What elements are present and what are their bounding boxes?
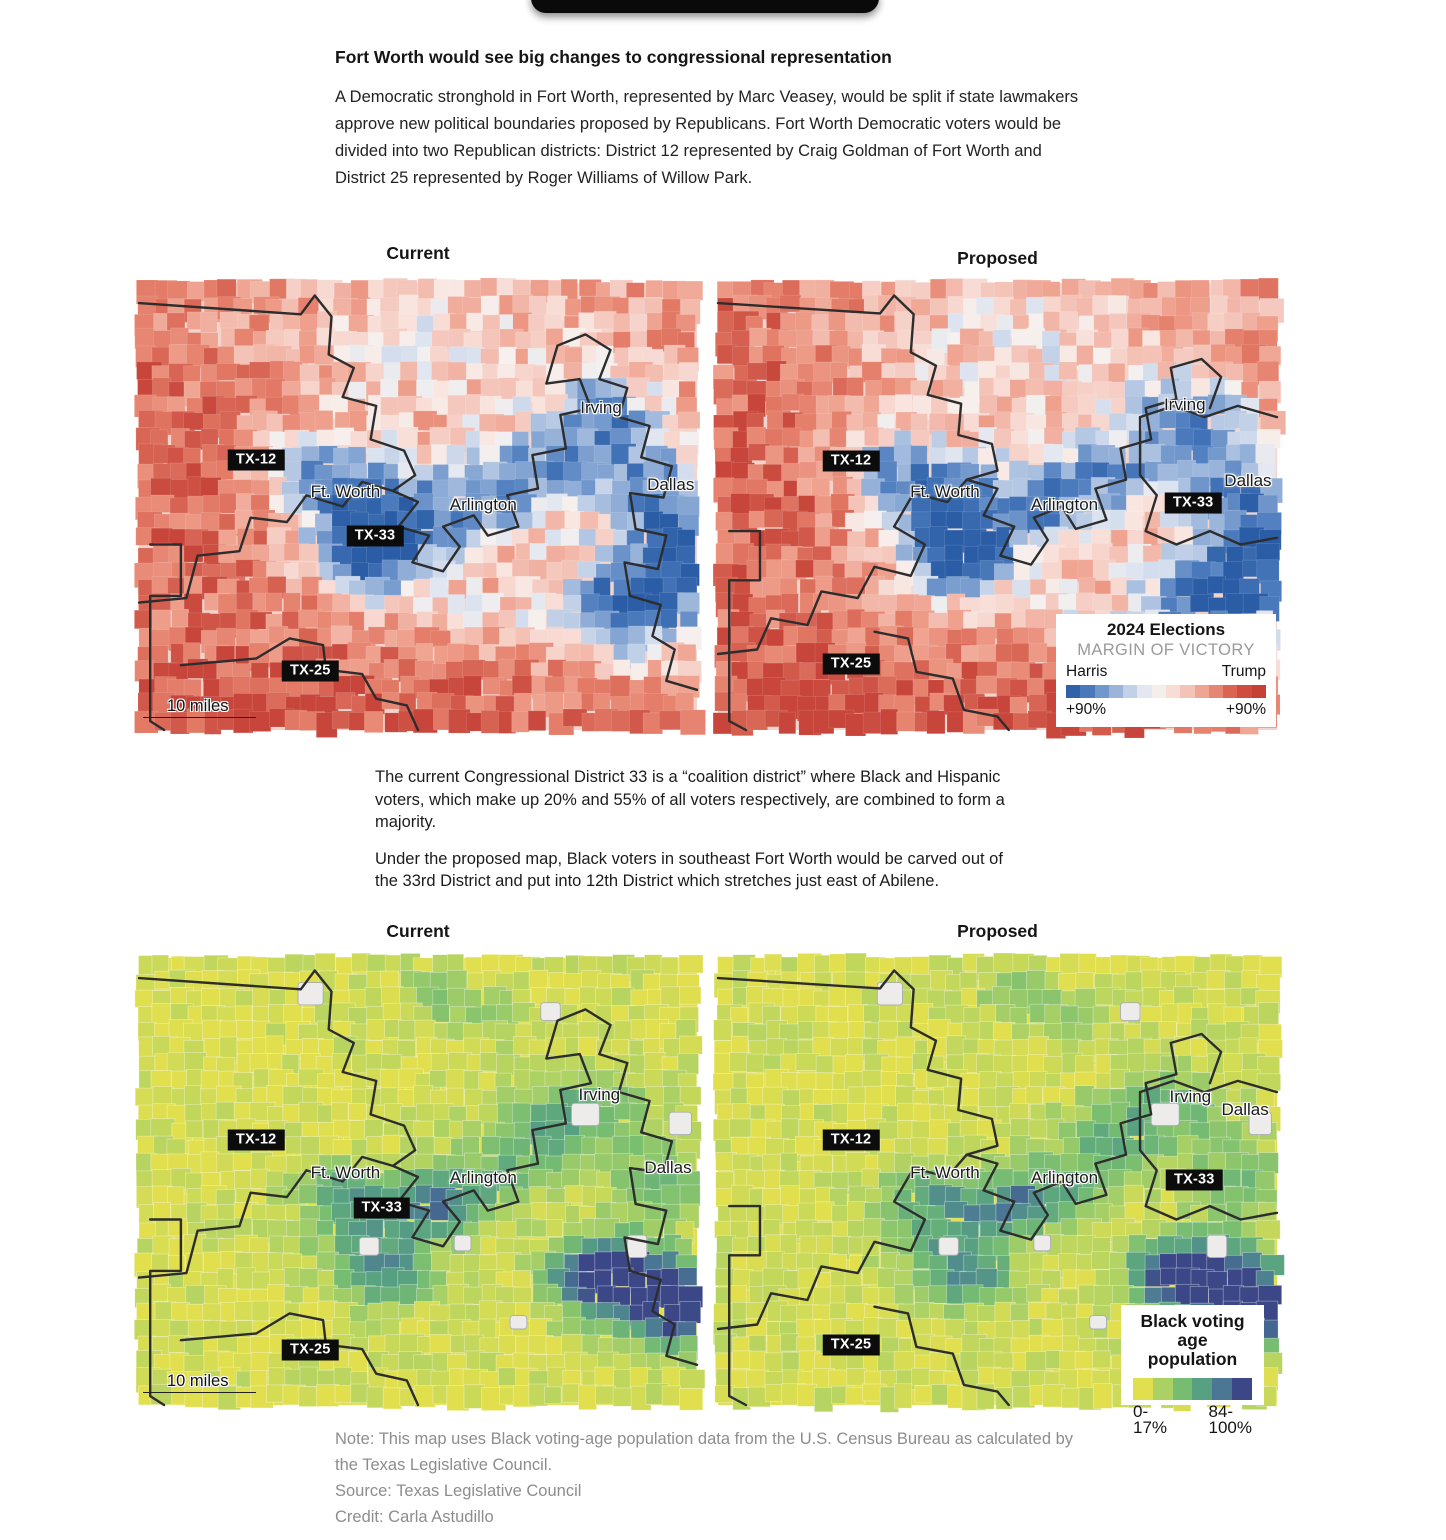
map-title-proposed-election: Proposed	[957, 248, 1038, 268]
legend-title: Black voting age population	[1140, 1311, 1245, 1369]
note-line: Note: This map uses Black voting-age population data from the U.S. Census Bureau as calculated by the Texas Legislative Council.	[335, 1430, 1074, 1474]
credit-line: Credit: Carla Astudillo	[335, 1508, 494, 1526]
footer-note	[335, 1426, 1075, 1530]
map-byp-current[interactable]	[139, 958, 697, 1405]
byp-legend	[1121, 1305, 1264, 1438]
district-label-tx-25: TX-25	[823, 653, 880, 674]
legend-left-candidate: Harris	[1066, 663, 1108, 680]
margin-color-scale	[1066, 685, 1266, 698]
legend-min-label: 0- 17%	[1133, 1401, 1168, 1438]
scale-label: 10 miles	[167, 1372, 229, 1390]
middle-paragraph-2: Under the proposed map, Black voters in southeast Fort Worth would be carved out of the 33rd District and put into 12th District which stretches just east of Abilene.	[375, 849, 1003, 890]
city-label-irving: Irving	[580, 397, 622, 417]
scale-line	[143, 717, 256, 718]
legend-subtitle: MARGIN OF VICTORY	[1077, 641, 1255, 659]
scale-line	[143, 1392, 256, 1393]
legend-right-candidate: Trump	[1221, 663, 1266, 680]
source-line: Source: Texas Legislative Council	[335, 1482, 582, 1500]
legend-max-label: 84- 100%	[1208, 1401, 1252, 1438]
legend-left-extreme: +90%	[1066, 701, 1107, 718]
map-title-proposed-byp: Proposed	[957, 921, 1038, 941]
scale-bar	[143, 1372, 259, 1393]
map-byp-proposed[interactable]	[718, 958, 1277, 1438]
map-title-current-election: Current	[386, 243, 450, 263]
city-label-ft-worth: Ft. Worth	[310, 482, 381, 502]
article-middle-text	[375, 766, 1020, 907]
city-label-arlington: Arlington	[449, 1167, 517, 1187]
top-toggle-pill[interactable]	[531, 0, 879, 13]
city-label-ft-worth: Ft. Worth	[910, 1163, 980, 1182]
district-label-tx-12: TX-12	[823, 1129, 880, 1150]
middle-paragraph-1: The current Congressional District 33 is a “coalition district” where Black and Hispanic voters, which make up 20% and 55% of all voters respectively, are combined to form a majority.	[375, 768, 1005, 831]
city-label-dallas: Dallas	[1221, 1099, 1269, 1119]
district-label-tx-25: TX-25	[282, 1340, 339, 1361]
scale-label: 10 miles	[167, 697, 229, 715]
article-intro-paragraph: A Democratic stronghold in Fort Worth, represented by Marc Veasey, would be split if state lawmakers approve new political boundaries proposed by Republicans. Fort Worth Democratic voters would be divided into two Republican districts: District 12 represented by Craig Goldman of Fort Worth and District 25 represented by Roger Williams of Willow Park.	[335, 88, 1079, 187]
article-heading: Fort Worth would see big changes to congressional representation	[335, 47, 892, 67]
city-label-arlington: Arlington	[1031, 1167, 1099, 1187]
district-label-tx-33: TX-33	[353, 1198, 410, 1219]
city-label-ft-worth: Ft. Worth	[310, 1163, 381, 1182]
district-label-tx-12: TX-12	[228, 449, 285, 470]
district-label-tx-33: TX-33	[1165, 492, 1222, 513]
city-label-dallas: Dallas	[644, 1158, 692, 1178]
legend-title: 2024 Elections	[1106, 620, 1226, 640]
city-label-irving: Irving	[1163, 395, 1206, 415]
city-label-arlington: Arlington	[1031, 495, 1099, 515]
election-legend	[1056, 614, 1276, 727]
city-label-irving: Irving	[578, 1084, 621, 1104]
district-label-tx-25: TX-25	[282, 661, 339, 682]
city-label-dallas: Dallas	[1224, 471, 1272, 491]
city-label-ft-worth: Ft. Worth	[910, 482, 980, 502]
map-title-current-byp: Current	[386, 921, 450, 941]
district-label-tx-12: TX-12	[823, 451, 880, 472]
district-label-tx-12: TX-12	[228, 1129, 285, 1150]
district-label-tx-33: TX-33	[1166, 1170, 1223, 1191]
map-election-current[interactable]	[139, 283, 697, 730]
scale-bar	[143, 697, 259, 718]
byp-color-scale	[1133, 1378, 1252, 1400]
district-label-tx-33: TX-33	[347, 526, 404, 547]
city-label-irving: Irving	[1169, 1087, 1212, 1107]
city-label-dallas: Dallas	[647, 475, 695, 495]
district-label-tx-25: TX-25	[823, 1335, 880, 1356]
legend-right-extreme: +90%	[1225, 701, 1266, 718]
map-election-proposed[interactable]	[718, 283, 1277, 730]
city-label-arlington: Arlington	[449, 495, 517, 515]
